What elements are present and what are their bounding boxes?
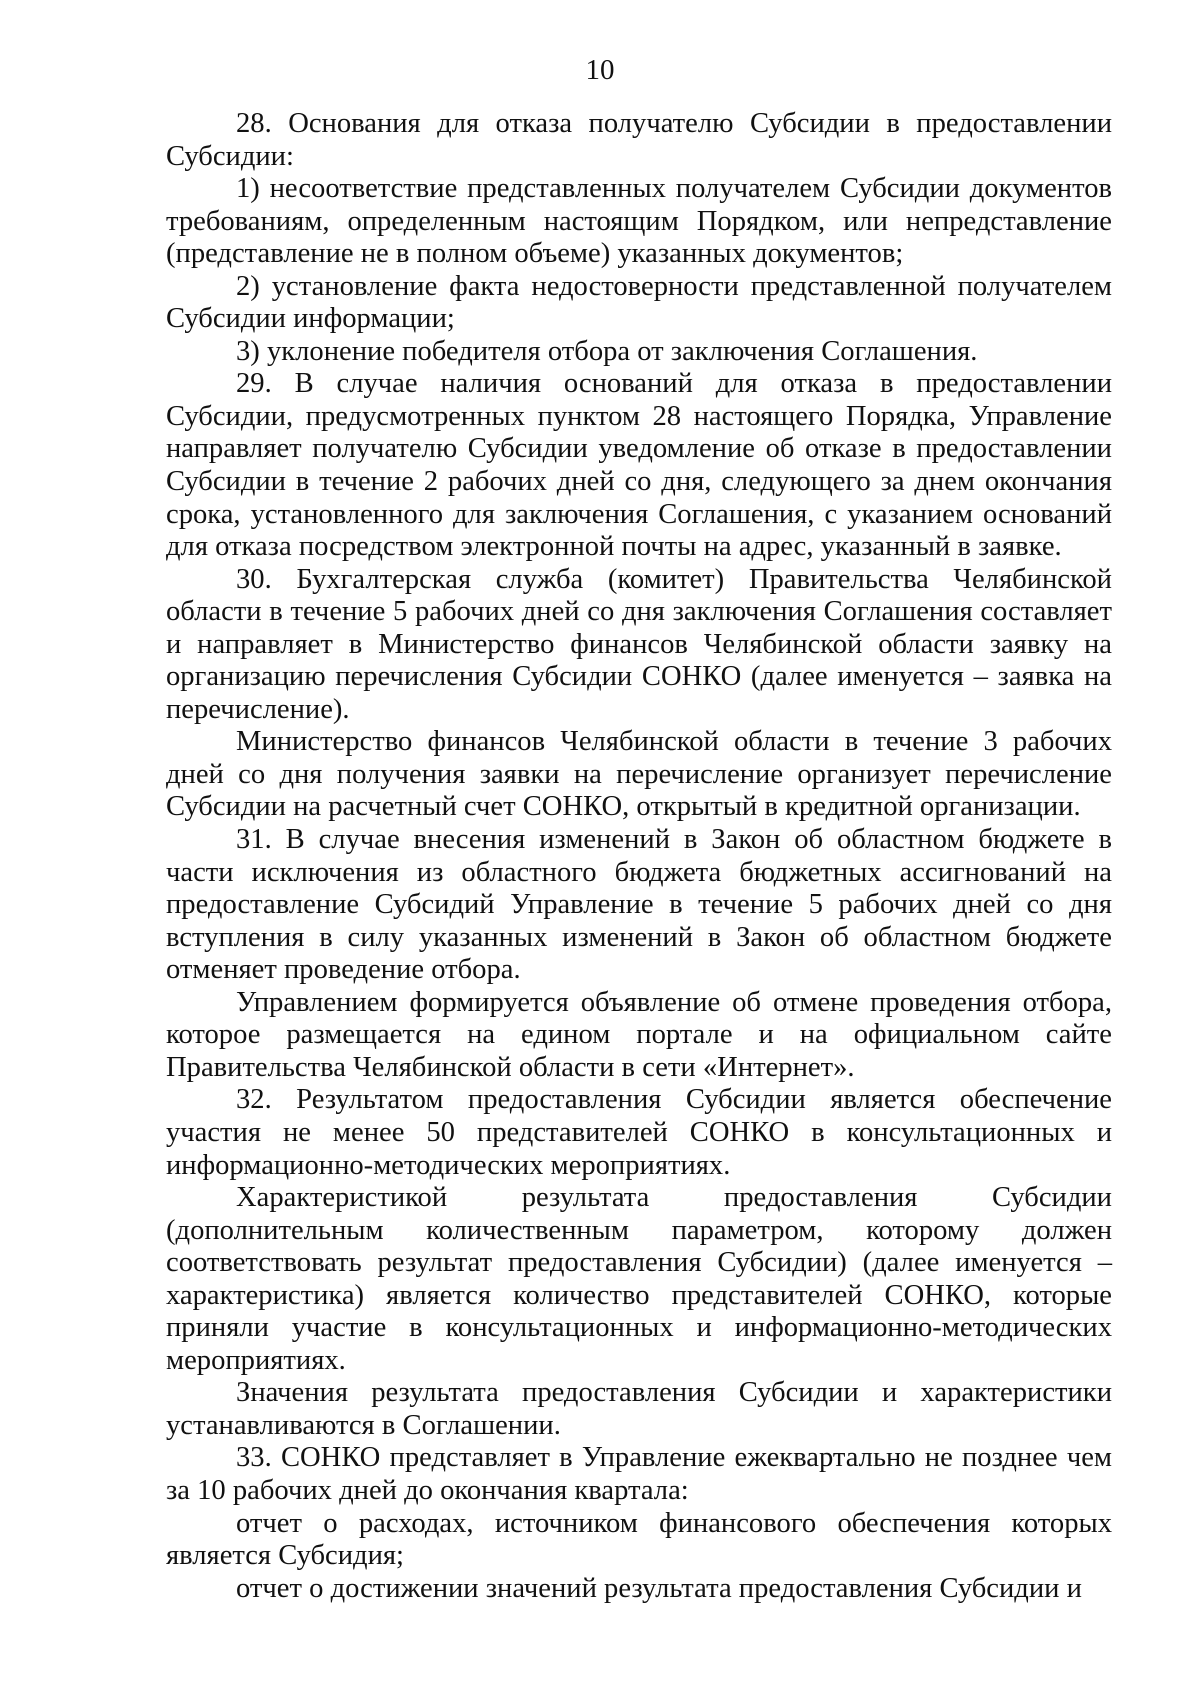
paragraph-33-report-results: отчет о достижении значений результата предоставления Субсидии и	[236, 1572, 1082, 1604]
paragraph-33-report-expenses: отчет о расходах, источником финансового обеспечения которых является Субсидия;	[166, 1507, 1112, 1572]
paragraph-32-characteristic: Характеристикой результата предоставления Субсидии (дополнительным количественным параметром, которому должен соответствовать результат предоставления Субсидии) (далее именуется – характеристика) является количество представителей СОНКО, которые приняли участие в консультационных и информационно-методических мероприятиях.	[166, 1182, 1112, 1376]
paragraph-32: 32. Результатом предоставления Субсидии является обеспечение участия не менее 50 представителей СОНКО в консультационных и информационно-методических мероприятиях.	[166, 1084, 1112, 1181]
paragraph-28-item-2: 2) установление факта недостоверности представленной получателем Субсидии информации;	[166, 270, 1112, 335]
page-number: 10	[585, 54, 615, 86]
paragraph-30-continuation: Министерство финансов Челябинской области в течение 3 рабочих дней со дня получения заявки на перечисление организует перечисление Субсидии на расчетный счет СОНКО, открытый в кредитной организации.	[166, 726, 1112, 823]
paragraph-31-continuation: Управлением формируется объявление об отмене проведения отбора, которое размещается на едином портале и на официальном сайте Правительства Челябинской области в сети «Интернет».	[166, 986, 1112, 1083]
paragraph-28-item-3: 3) уклонение победителя отбора от заключения Соглашения.	[236, 335, 978, 367]
paragraph-28-heading: 28. Основания для отказа получателю Субсидии в предоставлении Субсидии:	[166, 108, 1112, 172]
document-body	[166, 108, 1112, 1605]
paragraph-28-item-1: 1) несоответствие представленных получателем Субсидии документов требованиям, определенным настоящим Порядком, или непредставление (представление не в полном объеме) указанных документов;	[166, 173, 1112, 270]
paragraph-32-values: Значения результата предоставления Субсидии и характеристики устанавливаются в Соглашении.	[166, 1377, 1112, 1441]
paragraph-29: 29. В случае наличия оснований для отказа в предоставлении Субсидии, предусмотренных пунктом 28 настоящего Порядка, Управление направляет получателю Субсидии уведомление об отказе в предоставлении Субсидии в течение 2 рабочих дней со дня, следующего за днем окончания срока, установленного для заключения Соглашения, с указанием оснований для отказа посредством электронной почты на адрес, указанный в заявке.	[166, 368, 1112, 563]
paragraph-31: 31. В случае внесения изменений в Закон об областном бюджете в части исключения из областного бюджета бюджетных ассигнований на предоставление Субсидий Управление в течение 5 рабочих дней со дня вступления в силу указанных изменений в Закон об областном бюджете отменяет проведение отбора.	[166, 824, 1112, 986]
paragraph-30: 30. Бухгалтерская служба (комитет) Правительства Челябинской области в течение 5 рабочих дней со дня заключения Соглашения составляет и направляет в Министерство финансов Челябинской области заявку на организацию перечисления Субсидии СОНКО (далее именуется – заявка на перечисление).	[166, 563, 1112, 725]
paragraph-33: 33. СОНКО представляет в Управление ежеквартально не позднее чем за 10 рабочих дней до окончания квартала:	[166, 1442, 1112, 1506]
